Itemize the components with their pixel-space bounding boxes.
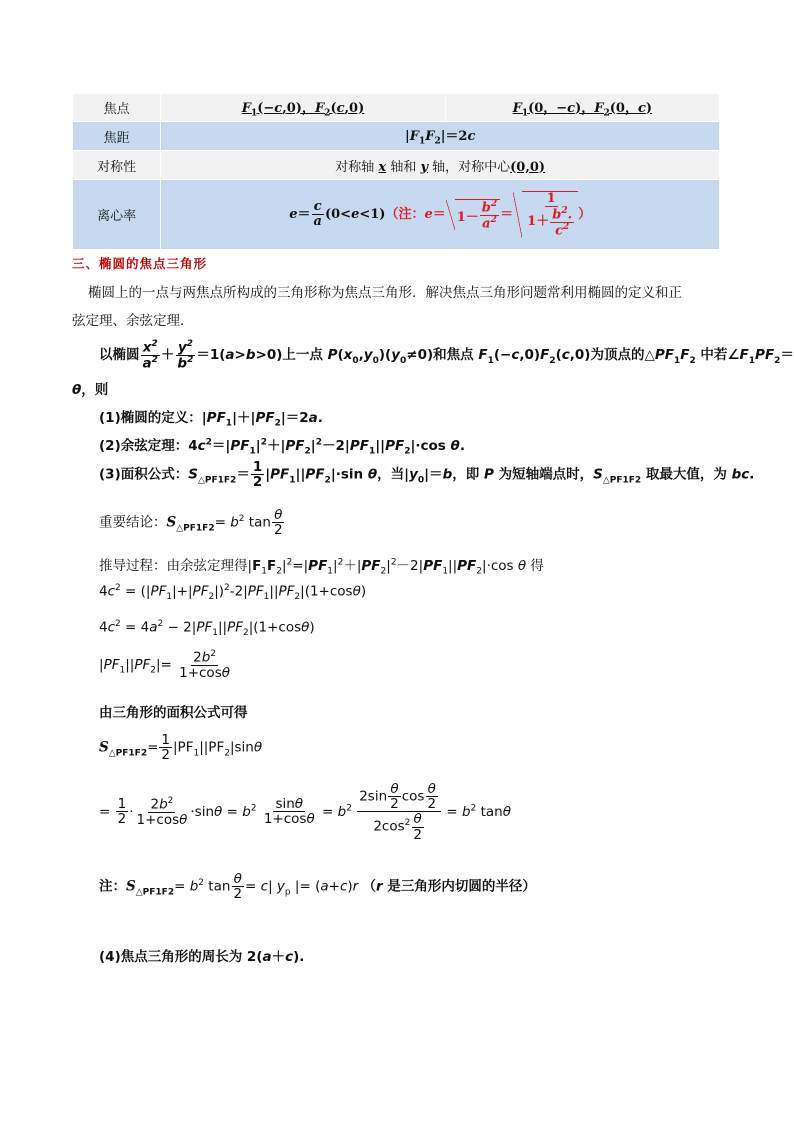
- item-3: (3)面积公式：$S_{\triangle PF1F2}=$ $\frac{1}{2}$ $|PF_1||PF_2|\cdot\sin$ θ，当$|y_0|=b$，即 P 为短轴端点时，$S_{\triangle PF1F2}$ 取最大值，为 bc.: [99, 459, 755, 491]
- row-label-focal-distance: 焦距: [73, 122, 161, 151]
- setup-line-1: 以椭圆 $\frac{x^2}{a^2}$ ＋ $\frac{y^2}{b^2}$ ＝1(a>b>0)上一点 $P(x_0,y_0)(y_0\ne 0)$和焦点 $F_1(-c,0)F_2(c,0)$为顶点的$\triangle PF_1F_2$ 中若$\angle F_1PF_2=$: [99, 339, 794, 372]
- intro-line-1: 椭圆上的一点与两焦点所构成的三角形称为焦点三角形．解决焦点三角形问题常利用椭圆的定义和正: [88, 285, 682, 301]
- derivation-intro: 推导过程：由余弦定理得$|F_1F_2|^2=|PF_1|^2+|PF_2|^2-2|PF_1||PF_2|\cdot\cos$ θ 得: [99, 557, 544, 577]
- symmetry-value: 对称轴 x 轴和 y 轴，对称中心(0,0): [161, 151, 720, 180]
- row-label-focus: 焦点: [73, 94, 161, 122]
- by-area-formula: 由三角形的面积公式可得: [99, 705, 248, 721]
- focus-horizontal: $F_1(-c,0)$，$F_2(c,0)$: [161, 94, 445, 122]
- note-line: 注：$S_{\triangle PF1F2}= b^2$ tan $\frac{\theta}{2}$ = c| $y_p$ |= (a+c)r （r 是三角形内切圆的半径）: [99, 871, 536, 903]
- intro-line-2: 弦定理、余弦定理．: [72, 313, 194, 329]
- equation-3: $|PF_1||PF_2|=$ $\frac{2b^2}{1+\cos\theta}$: [99, 649, 230, 681]
- important-conclusion: 重要结论：$S_{\triangle PF1F2}= b^2$ tan $\frac{\theta}{2}$: [99, 507, 283, 539]
- equation-1: $4c^2 = (|PF_1|+|PF_2|)^2-2|PF_1||PF_2|(1+\cos\theta)$: [99, 583, 367, 603]
- equation-5: = $\frac{1}{2}$ · $\frac{2b^2}{1+\cos\theta}$ $\cdot\sin\theta = b^2$ $\frac{\sin\theta}{1+\cos\theta}$ = $b^2$ 2sin $\frac{\theta}{2}$ cos $\frac{\theta}{2}$ $2\cos^2$ $\frac{\theta}{2}$ = $b^2$ tanθ: [99, 781, 511, 843]
- table-row-focus: [73, 94, 720, 122]
- table-row-eccentricity: [73, 180, 720, 250]
- setup-line-2: θ，则: [72, 382, 109, 398]
- section-title: 三、椭圆的焦点三角形: [72, 256, 208, 271]
- ellipse-properties-table: [72, 93, 720, 250]
- item-1: (1)椭圆的定义：$|PF_1|+|PF_2|=2a$.: [99, 410, 323, 429]
- focus-vertical: $F_1(0$，−c)，$F_2(0$，c): [445, 94, 719, 122]
- equation-2: $4c^2 = 4a^2 - 2|PF_1||PF_2|(1+\cos\theta)$: [99, 619, 315, 639]
- row-label-eccentricity: 离心率: [73, 180, 161, 250]
- item-2: (2)余弦定理：$4c^2=|PF_1|^2+|PF_2|^2-2|PF_1||PF_2|\cdot\cos$ θ.: [99, 437, 465, 457]
- table-row-focal-distance: [73, 122, 720, 151]
- equation-4: $S_{\triangle PF1F2}=$ $\frac{1}{2}$ $|PF_1||PF_2|\sin\theta$: [99, 732, 263, 764]
- item-4: (4)焦点三角形的周长为 2(a＋c).: [99, 949, 305, 965]
- table-row-symmetry: [73, 151, 720, 180]
- focal-distance-value: $|F_1F_2|=2c$: [161, 122, 720, 151]
- row-label-symmetry: 对称性: [73, 151, 161, 180]
- eccentricity-value: e＝ $\frac{c}{a}$ (0<e<1)（注：e＝ 1－ $\frac{b^2}{a^2}$ ＝ 1 1＋ $\frac{b^2.}{c^2}$ ）: [161, 180, 720, 250]
